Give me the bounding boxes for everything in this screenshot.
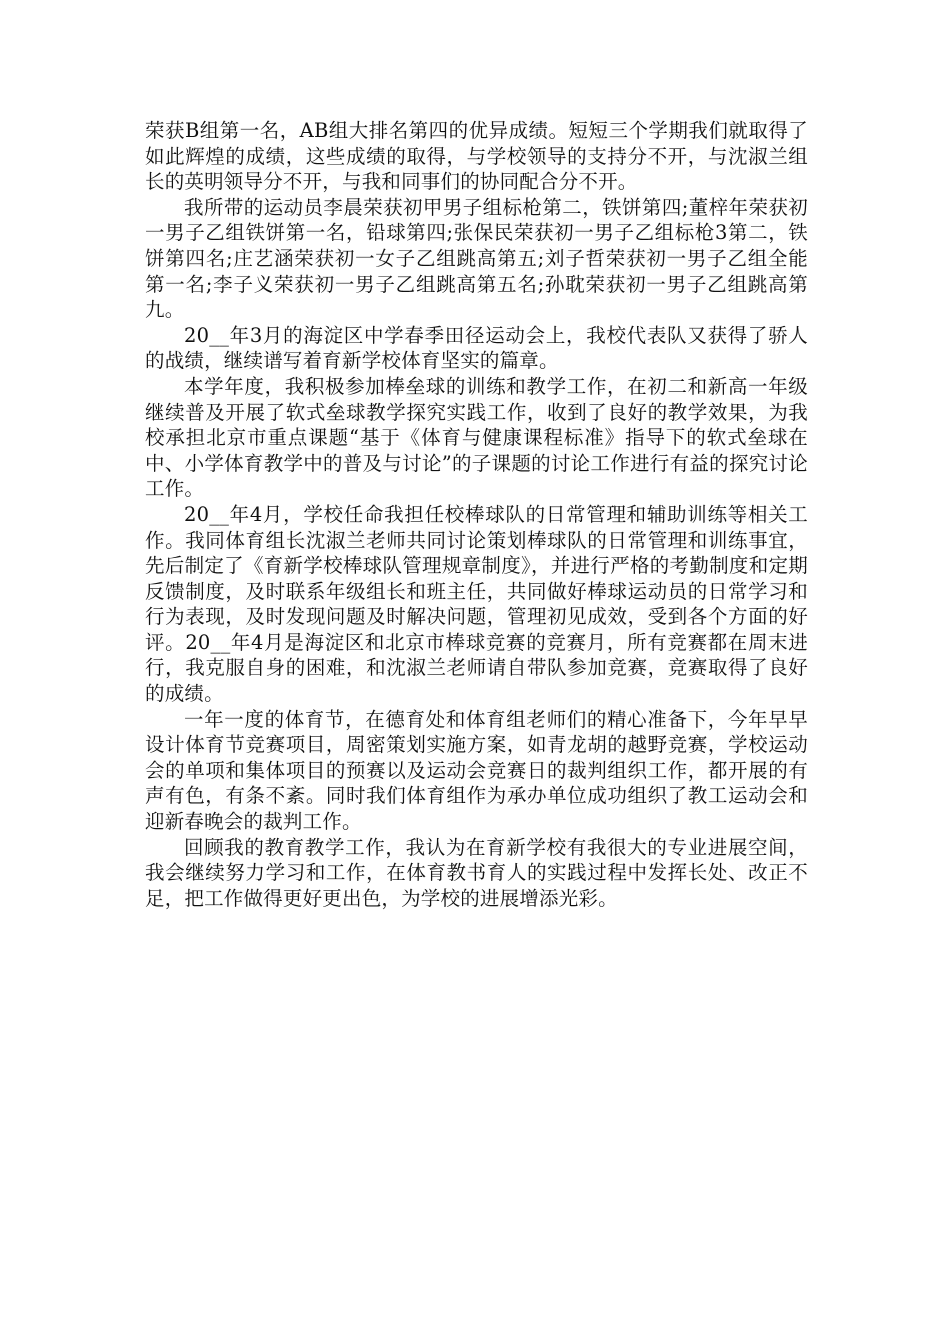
paragraph-athletes: 我所带的运动员李晨荣获初甲男子组标枪第二，铁饼第四;董梓年荣获初一男子乙组铁饼第一名，铅球第四;张保民荣获初一男子乙组标枪3第二，铁饼第四名;庄艺涵荣获初一女子乙组跳高第五;刘子哲荣获初一男子乙组全能第一名;李子义荣获初一男子乙组跳高第五名;孙耽荣获初一男子乙组跳高第九。 [145, 195, 808, 322]
paragraph-baseball-team: 20__年4月，学校任命我担任校棒球队的日常管理和辅助训练等相关工作。我同体育组长沈淑兰老师共同讨论策划棒球队的日常管理和训练事宜，先后制定了《育新学校棒球队管理规章制度》，并进行严格的考勤制度和定期反馈制度，及时联系年级组长和班主任，共同做好棒球运动员的日常学习和行为表现，及时发现问题及时解决问题，管理初见成效，受到各个方面的好评。20__年4月是海淀区和北京市棒球竞赛的竞赛月，所有竞赛都在周末进行，我克服自身的困难，和沈淑兰老师请自带队参加竞赛，竞赛取得了良好的成绩。 [145, 502, 808, 706]
paragraph-continued: 荣获B组第一名，AB组大排名第四的优异成绩。短短三个学期我们就取得了如此辉煌的成绩，这些成绩的取得，与学校领导的支持分不开，与沈淑兰组长的英明领导分不开，与我和同事们的协同配合分不开。 [145, 119, 808, 194]
paragraph-sports-festival: 一年一度的体育节，在德育处和体育组老师们的精心准备下，今年早早设计体育节竞赛项目，周密策划实施方案，如青龙胡的越野竞赛，学校运动会的单项和集体项目的预赛以及运动会竞赛日的裁判组织工作，都开展的有声有色，有条不紊。同时我们体育组作为承办单位成功组织了教工运动会和迎新春晚会的裁判工作。 [145, 707, 808, 834]
paragraph-spring-meet: 20__年3月的海淀区中学春季田径运动会上，我校代表队又获得了骄人的战绩，继续谱写着育新学校体育坚实的篇章。 [145, 323, 808, 373]
paragraph-review: 回顾我的教育教学工作，我认为在育新学校有我很大的专业进展空间，我会继续努力学习和工作，在体育教书育人的实践过程中发挥长处、改正不足，把工作做得更好更出色，为学校的进展增添光彩。 [145, 835, 808, 910]
document-body [145, 118, 808, 911]
paragraph-softball-teaching: 本学年度，我积极参加棒垒球的训练和教学工作，在初二和新高一年级继续普及开展了软式垒球教学探究实践工作，收到了良好的教学效果，为我校承担北京市重点课题“基于《体育与健康课程标准》指导下的软式垒球在中、小学体育教学中的普及与讨论”的子课题的讨论工作进行有益的探究讨论工作。 [145, 374, 808, 501]
